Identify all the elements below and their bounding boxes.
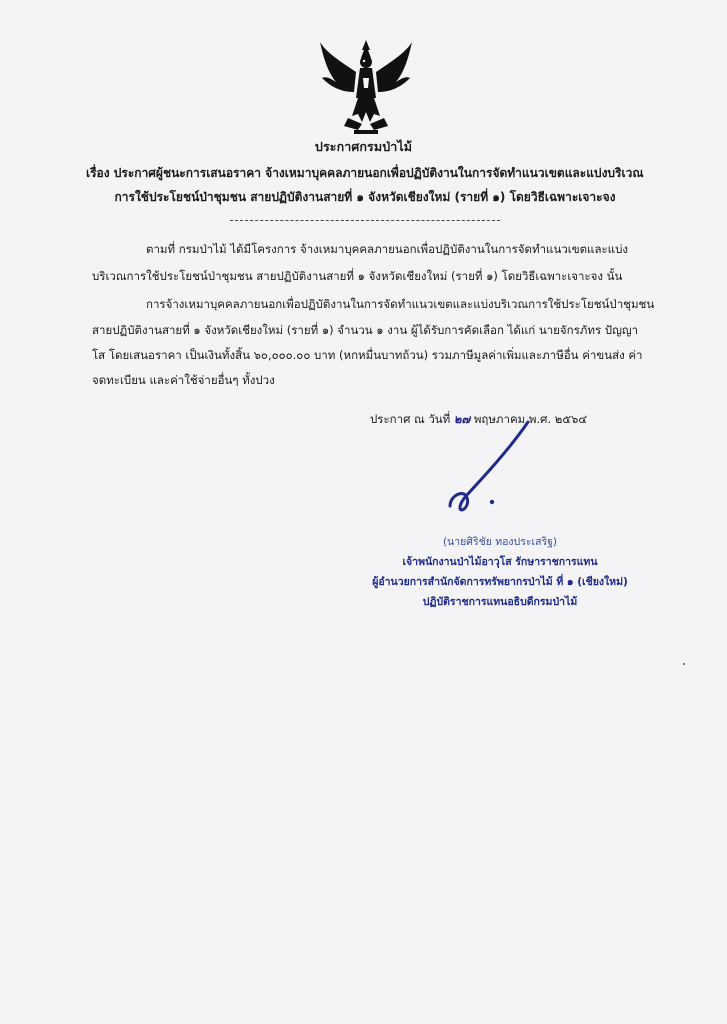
subject-line-1: เรื่อง ประกาศผู้ชนะการเสนอราคา จ้างเหมาบุคคลภายนอกเพื่อปฏิบัติงานในการจัดทำแนวเขตและแบ่งบริเวณ	[86, 166, 644, 180]
date-month-year: พฤษภาคม พ.ศ. ๒๕๖๔	[473, 412, 588, 426]
handwritten-signature	[400, 418, 540, 518]
date-prefix: ประกาศ ณ วันที่	[370, 412, 451, 426]
paragraph-2-line-2: สายปฏิบัติงานสายที่ ๑ จังหวัดเชียงใหม่ (รายที่ ๑) จำนวน ๑ งาน ผู้ได้รับการคัดเลือก ได้แก่ นายจักรภัทร ปัญญา	[92, 323, 639, 337]
scan-speck	[683, 663, 685, 665]
date-day: ๒๗	[453, 412, 471, 426]
subject-line-2: การใช้ประโยชน์ป่าชุมชน สายปฏิบัติงานสายที่ ๑ จังหวัดเชียงใหม่ (รายที่ ๑) โดยวิธีเฉพาะเจาะจง	[114, 190, 616, 204]
signatory-position-3: ปฏิบัติราชการแทนอธิบดีกรมป่าไม้	[422, 596, 578, 608]
paragraph-1-line-1: ตามที่ กรมป่าไม้ ได้มีโครงการ จ้างเหมาบุคคลภายนอกเพื่อปฏิบัติงานในการจัดทำแนวเขตและแบ่ง	[146, 242, 629, 256]
paragraph-2-line-1: การจ้างเหมาบุคคลภายนอกเพื่อปฏิบัติงานในการจัดทำแนวเขตและแบ่งบริเวณการใช้ประโยชน์ป่าชุมชน	[146, 297, 655, 311]
signatory-position-1: เจ้าพนักงานป่าไม้อาวุโส รักษาราชการแทน	[402, 556, 598, 568]
signatory-name: (นายศิริชัย ทองประเสริฐ)	[442, 536, 558, 548]
divider	[230, 220, 500, 221]
garuda-emblem-icon	[318, 38, 414, 138]
paragraph-1-line-2: บริเวณการใช้ประโยชน์ป่าชุมชน สายปฏิบัติงานสายที่ ๑ จังหวัดเชียงใหม่ (รายที่ ๑) โดยวิธีเฉพาะเจาะจง นั้น	[92, 269, 623, 283]
paragraph-2-line-4: จดทะเบียน และค่าใช้จ่ายอื่นๆ ทั้งปวง	[92, 373, 275, 387]
agency-title: ประกาศกรมป่าไม้	[314, 139, 413, 154]
paragraph-2-line-3: โส โดยเสนอราคา เป็นเงินทั้งสิ้น ๖๐,๐๐๐.๐๐ บาท (หกหมื่นบาทถ้วน) รวมภาษีมูลค่าเพิ่มและภาษีอื่น ค่าขนส่ง ค่า	[92, 348, 643, 362]
signatory-position-2: ผู้อำนวยการสำนักจัดการทรัพยากรป่าไม้ ที่ ๑ (เชียงใหม่)	[372, 576, 628, 588]
